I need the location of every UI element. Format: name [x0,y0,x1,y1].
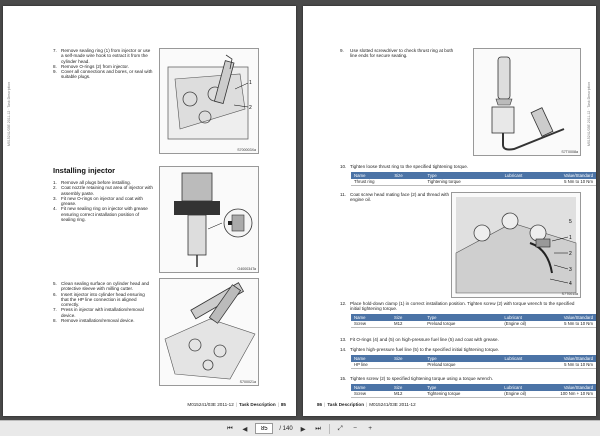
steps-removal [53,48,153,80]
column-header: Lubricant [501,384,550,391]
step-item [53,318,153,323]
table-row [351,391,596,398]
step-number: 3. [53,195,57,201]
table-header-row [351,314,596,321]
table-cell: 5 Nm to 10 Nm [550,362,596,369]
column-header: Size [391,355,424,362]
page-footer: M015241/03E 2011-12 | Task Description | 85 [187,402,286,407]
step-text: Fit new O-rings on injector and coat with grease. [61,195,143,207]
figure-code: S700003Xa [237,148,256,152]
step-text: Press in injector with installation/removal device. [61,307,144,318]
steps-installing [53,180,153,222]
installation-device-drawing [160,279,258,385]
step-text: Insert injector into cylinder head ensuring that the HP line connection is aligned correctly. [61,291,145,308]
figure-installation-device [159,278,259,386]
viewer-toolbar [0,420,600,436]
table-cell: Preload torque [424,321,501,328]
section-title: Installing injector [53,166,116,175]
table-cell: HP line [351,362,391,369]
table-row [351,321,596,328]
table-cell [501,362,550,369]
first-page-icon[interactable]: ⏮ [226,424,233,432]
table-row [351,179,596,186]
step-number: 13. [340,337,347,342]
table-header-row [351,355,596,362]
step-text: Coat screw head mating face (2) and thread with engine oil. [350,192,450,203]
torque-table-thrust-ring [351,172,596,186]
table-header-row [351,172,596,179]
figure-sealing-ring [159,166,259,273]
figure-hold-down-clamp [451,192,581,298]
table-cell [391,179,424,186]
step-text: Remove installation/removal device. [61,318,135,324]
step-item [53,307,153,318]
table-cell: Screw [351,391,391,398]
step-item [340,164,580,169]
table-cell: (Engine oil) [501,321,550,328]
step-item [340,192,460,203]
table-header-row [351,384,596,391]
fit-page-icon[interactable]: ⤢ [337,424,343,432]
column-header: Type [424,314,501,321]
table-cell: Tightening torque [424,179,501,186]
step-text: Use slotted screwdriver to check thrust ring at both line ends for secure seating. [350,48,454,59]
step-text: Tighten high-pressure fuel line (5) to the specified initial tightening torque. [350,347,500,352]
footer-section: Task Description [327,402,365,407]
step-item [340,301,580,312]
step-item [340,347,580,352]
step-number: 5. [53,281,57,286]
step-number: 8. [53,63,57,69]
page-footer: 86 | Task Description | M015241/03E 2011-12 [317,402,416,407]
step-text: Tighten screw (2) to specified tightening torque using a torque wrench. [350,376,494,381]
column-header: Value/Standard [550,384,596,391]
figure-code: S7T0011a [561,292,578,296]
step-number: 9. [53,69,57,75]
column-header: Value/Standard [550,172,596,179]
step-text: Fit new sealing ring on injector with grease ensuring correct installation position of sealing ring. [61,206,148,223]
step-item [53,185,153,196]
table-cell: Tightening torque [424,391,501,398]
table-cell [391,362,424,369]
table-cell: 5 Nm to 10 Nm [550,179,596,186]
step-item [53,48,153,64]
page-85 [3,6,296,416]
step-text: Clean sealing surface on cylinder head and protective sleeve with milling cutter. [61,281,150,292]
footer-doc-number: M015241/03E 2011-12 [369,402,416,407]
footer-doc-number: M015241/03E 2011-12 [187,402,234,407]
total-pages: / 140 [279,425,293,432]
step-9 [340,48,460,59]
step-item [53,292,153,308]
step-number: 2. [53,185,57,191]
column-header: Size [391,172,424,179]
step-text: Fit O-rings (4) and (5) on high-pressure fuel line (5) and coat with grease. [350,337,499,342]
column-header: Lubricant [502,172,551,179]
step-13 [340,337,580,342]
step-number: 12. [340,301,347,306]
step-number: 8. [53,318,57,324]
zoom-in-icon[interactable]: + [368,425,373,432]
step-item [53,196,153,207]
table-cell: M12 [391,391,424,398]
toolbar-divider [329,424,330,434]
callout-5: 5 [569,219,572,225]
footer-page-number: 85 [280,402,286,407]
column-header: Name [351,384,391,391]
step-item [53,206,153,222]
margin-label: M015241/03E 2011-12 · Task Description [587,81,591,146]
table-cell: Preload torque [424,362,501,369]
torque-table-screw [351,384,596,398]
step-number: 15. [340,376,347,381]
step-number: 7. [53,48,57,53]
sealing-ring-drawing [160,167,258,272]
callout-1: 1 [569,235,572,241]
injector-removal-drawing [160,49,258,153]
step-number: 6. [53,291,57,297]
table-row [351,362,596,369]
step-number: 11. [340,192,347,197]
table-cell: 5 Nm to 10 Nm [550,321,596,328]
step-12 [340,301,580,312]
step-11 [340,192,460,203]
step-number: 1. [53,180,57,185]
step-text: Cover all connections and bores, or seal with suitable plugs. [61,69,153,80]
table-cell: (Engine oil) [501,391,550,398]
step-text: Remove sealing ring (1) from injector or use a self-made wire hook to extract it from the cylinder head. [61,48,151,64]
column-header: Name [351,355,391,362]
column-header: Type [424,172,501,179]
table-cell: 100 Nm + 10 Nm [550,391,596,398]
step-text: Tighten loose thrust ring to the specified tightening torque. [350,164,469,169]
callout-4: 4 [569,281,572,287]
step-number: 14. [340,347,347,352]
column-header: Name [351,172,391,179]
step-item [340,337,580,342]
step-number: 9. [340,48,344,53]
step-number: 4. [53,206,57,212]
table-cell [502,179,551,186]
column-header: Value/Standard [550,314,596,321]
callout-1: 1 [249,80,252,86]
column-header: Lubricant [501,314,550,321]
prev-page-icon[interactable]: ◀ [242,425,248,433]
step-number: 10. [340,164,347,169]
thrust-ring-drawing [474,49,580,155]
column-header: Name [351,314,391,321]
step-10 [340,164,580,169]
step-item [340,48,460,59]
next-page-icon[interactable]: ▶ [300,425,306,433]
steps-press-in [53,281,153,323]
step-number: 7. [53,307,57,313]
page-86 [303,6,596,416]
figure-code: O400034Ta [237,267,256,271]
step-item [53,69,153,80]
column-header: Size [391,384,424,391]
column-header: Type [424,384,501,391]
table-cell: Screw [351,321,391,328]
step-15 [340,376,580,381]
figure-thrust-ring [473,48,581,156]
step-item [53,281,153,292]
figure-code: S700021a [239,380,256,384]
column-header: Size [391,314,424,321]
callout-2: 2 [249,105,252,111]
table-cell: Thrust ring [351,179,391,186]
step-text: Remove all plugs before installing. [61,180,131,185]
step-item [340,376,580,381]
step-14 [340,347,580,352]
last-page-icon[interactable]: ⏭ [315,424,322,432]
footer-section: Task Description [238,402,276,407]
torque-table-preload-screw [351,314,596,328]
zoom-out-icon[interactable]: − [353,425,358,432]
figure-injector-removal [159,48,259,154]
callout-2: 2 [569,251,572,257]
step-text: Place hold-down clamp (1) in correct installation position. Tighten screw (2) with torque wrench to the specified initial tightening torque. [350,301,575,312]
column-header: Value/Standard [550,355,596,362]
page-number-input[interactable] [255,423,273,434]
footer-page-number: 86 [317,402,323,407]
step-text: Remove O-rings (2) from injector. [61,63,129,69]
hold-down-clamp-drawing [452,193,580,297]
step-text: Coat nozzle retaining nut area of injector with assembly paste. [61,185,153,196]
column-header: Type [424,355,501,362]
margin-label: M015241/03E 2011-12 · Task Description [7,81,11,146]
table-cell: M12 [391,321,424,328]
torque-table-hp-line [351,355,596,369]
figure-code: S7T0008a [561,150,578,154]
column-header: Lubricant [501,355,550,362]
callout-3: 3 [569,267,572,273]
